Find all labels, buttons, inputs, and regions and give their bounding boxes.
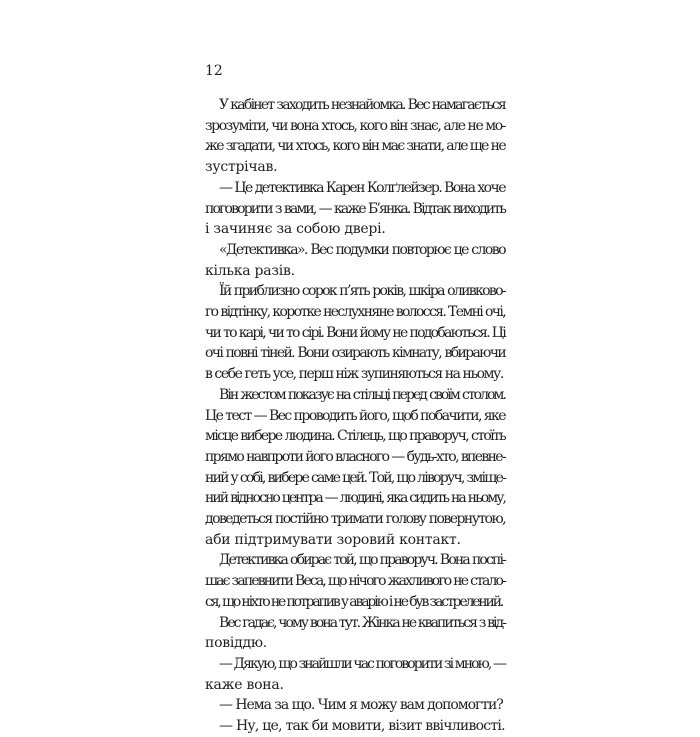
page-number: 12 [205,63,223,79]
text-line: в себе геть усе, перш ніж зупиняються на ньому. [205,366,503,383]
text-line: ний у собі, вибере саме цей. Той, що ліворуч, зміще- [205,469,505,486]
text-line: кілька разів. [205,262,295,279]
text-line: поговорити з вами, — каже Б’янка. Відтак виходить [205,200,505,217]
text-line: — Нема за що. Чим я можу вам допомогти? [219,697,503,714]
text-line: місце вибере людина. Стілець, що праворуч, стоїть [205,428,505,445]
text-line: шає запевнити Веса, що нічого жахливого не стало- [205,573,505,590]
text-line: Він жестом показує на стільці перед своїм столом. [219,386,505,403]
text-line: каже вона. [205,676,284,693]
text-line: Вес гадає, чому вона тут. Жінка не квапиться з від- [219,614,505,631]
text-line: же згадати, чи хтось, кого він має знати, але ще не [205,138,505,155]
text-line: і зачиняє за собою двері. [205,221,386,238]
text-line: очі повні тіней. Вони озирають кімнату, вбираючи [205,345,505,362]
text-line: зустрічав. [205,159,278,176]
text-line: — Дякую, що знайшли час поговорити зі мною, — [219,655,505,672]
text-line: повіддю. [205,635,267,652]
text-line: Детективка обирає той, що праворуч. Вона поспі- [219,552,505,569]
body-text [205,95,505,737]
text-line: зрозуміти, чи вона хтось, кого він знає, але не мо- [205,117,505,134]
text-line: доведеться постійно тримати голову повернутою, [205,511,505,528]
text-line: ся, що ніхто не потрапив у аварію і не був застрелений. [205,593,503,610]
text-line: — Ну, це, так би мовити, візит ввічливості. [219,718,505,735]
text-line: ний відносно центра — людині, яка сидить на ньому, [205,490,505,507]
text-line: чи то карі, чи то сірі. Вони йому не подобаються. Ці [205,324,505,341]
text-line: го відтінку, коротке неслухняне волосся. Темні очі, [205,304,505,321]
text-line: прямо навпроти його власного — будь-хто, впевне- [205,448,505,465]
text-line: Їй приблизно сорок п’ять років, шкіра оливково- [219,283,505,300]
text-line: У кабінет заходить незнайомка. Вес намагається [219,97,505,113]
text-line: — Це детективка Карен Колґлейзер. Вона хоче [219,179,505,196]
text-line: аби підтримувати зоровий контакт. [205,531,461,548]
text-line: Це тест — Вес проводить його, щоб побачити, яке [205,407,505,424]
text-line: «Детективка». Вес подумки повторює це слово [219,241,505,258]
